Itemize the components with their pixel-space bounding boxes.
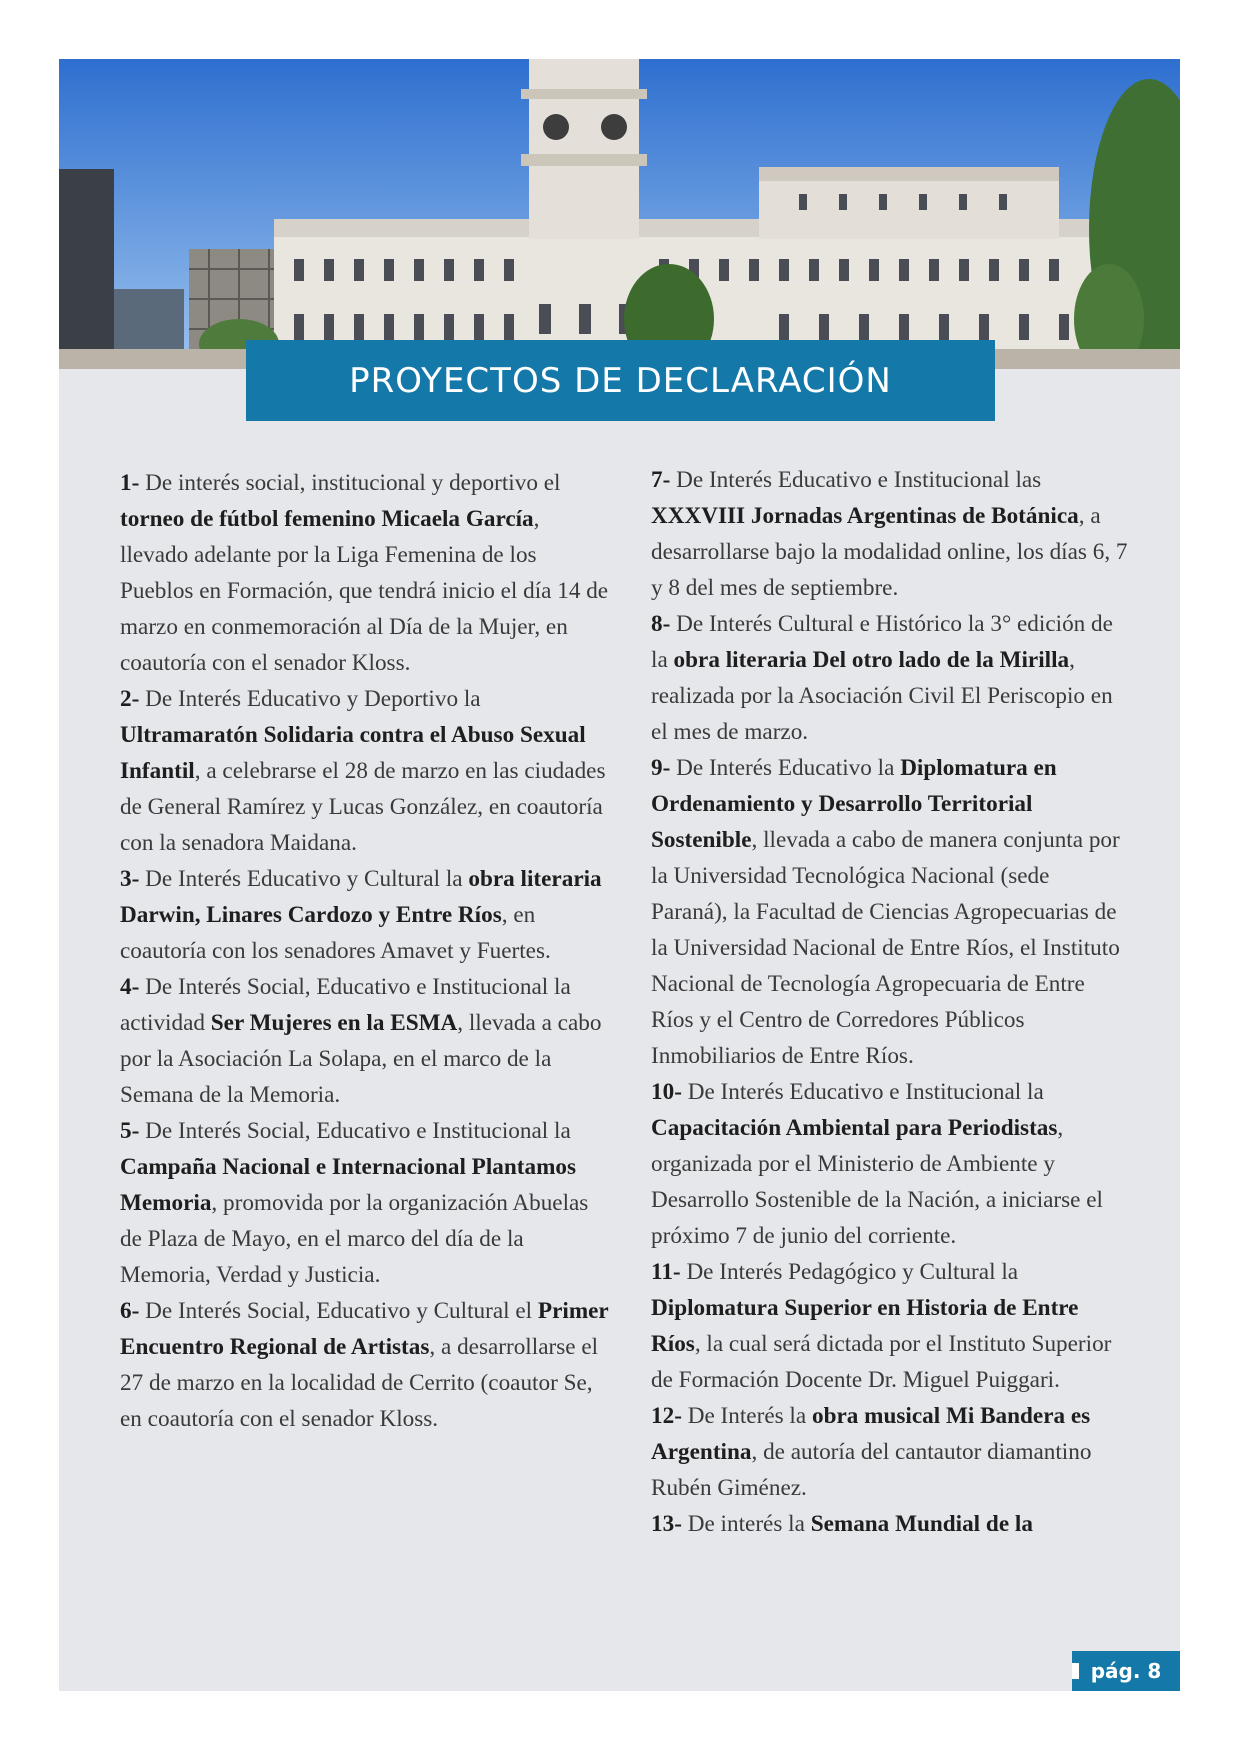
item-text: , de autoría del cantautor diamantino Rubén Giménez.	[651, 1439, 1092, 1501]
item-text: De interés la	[681, 1511, 811, 1537]
item-text: De Interés Educativo y Deportivo la	[139, 686, 481, 712]
item-number: 12-	[651, 1403, 682, 1429]
item-highlight: Semana Mundial de la	[810, 1511, 1033, 1537]
item-text: , a desarrollarse el 27 de marzo en la localidad de Cerrito (coautor Se, en coautoría con el senador Kloss.	[120, 1334, 599, 1432]
item-text: , realizada por la Asociación Civil El Periscopio en el mes de marzo.	[651, 647, 1113, 745]
declaration-item	[120, 861, 610, 969]
item-number: 10-	[651, 1079, 682, 1105]
left-column	[120, 465, 610, 1437]
item-highlight: Ultramaratón Solidaria contra el Abuso Sexual Infantil	[120, 722, 586, 784]
declaration-item	[651, 750, 1131, 1074]
item-highlight: Capacitación Ambiental para Periodistas	[651, 1115, 1058, 1141]
item-number: 5-	[120, 1118, 140, 1144]
item-number: 3-	[120, 866, 140, 892]
item-text: De interés social, institucional y deportivo el	[139, 470, 561, 496]
declaration-item	[651, 606, 1131, 750]
declaration-item	[651, 462, 1131, 606]
declaration-item	[120, 681, 610, 861]
item-text: De Interés Pedagógico y Cultural la	[680, 1259, 1019, 1285]
page-number-badge	[1072, 1651, 1180, 1691]
item-text: De Interés la	[681, 1403, 812, 1429]
item-text: De Interés Educativo e Institucional las	[670, 467, 1042, 493]
section-title-text: PROYECTOS DE DECLARACIÓN	[349, 360, 892, 401]
page-number-label: pág. 8	[1090, 1659, 1162, 1683]
item-number: 6-	[120, 1298, 140, 1324]
item-number: 7-	[651, 467, 671, 493]
item-text: De Interés Social, Educativo e Institucional la	[139, 1118, 571, 1144]
item-highlight: Campaña Nacional e Internacional Plantamos Memoria	[120, 1154, 577, 1216]
item-highlight: obra literaria Darwin, Linares Cardozo y Entre Ríos	[120, 866, 602, 928]
item-highlight: Diplomatura Superior en Historia de Entre Ríos	[651, 1295, 1079, 1357]
item-highlight: obra musical Mi Bandera es Argentina	[651, 1403, 1091, 1465]
item-highlight: XXXVIII Jornadas Argentinas de Botánica	[651, 503, 1079, 529]
item-text: , la cual será dictada por el Instituto Superior de Formación Docente Dr. Miguel Puiggari.	[651, 1331, 1112, 1393]
item-number: 4-	[120, 974, 140, 1000]
item-text: De Interés Educativo e Institucional la	[681, 1079, 1044, 1105]
right-column	[651, 462, 1131, 1542]
item-highlight: torneo de fútbol femenino Micaela García	[120, 506, 534, 532]
item-text: , promovida por la organización Abuelas de Plaza de Mayo, en el marco del día de la Memoria, Verdad y Justicia.	[120, 1190, 589, 1288]
item-number: 11-	[651, 1259, 681, 1285]
hero-image	[59, 59, 1180, 369]
item-text: , en coautoría con los senadores Amavet y Fuertes.	[120, 902, 551, 964]
item-text: , a celebrarse el 28 de marzo en las ciudades de General Ramírez y Lucas González, en coautoría con la senadora Maidana.	[120, 758, 606, 856]
declaration-item	[651, 1254, 1131, 1398]
item-highlight: Diplomatura en Ordenamiento y Desarrollo Territorial Sostenible	[651, 755, 1057, 853]
item-number: 2-	[120, 686, 140, 712]
item-highlight: Ser Mujeres en la ESMA	[210, 1010, 458, 1036]
item-highlight: obra literaria Del otro lado de la Mirilla	[673, 647, 1070, 673]
badge-notch	[1072, 1663, 1079, 1679]
item-text: De Interés Social, Educativo e Institucional la actividad	[120, 974, 571, 1036]
item-text: , a desarrollarse bajo la modalidad online, los días 6, 7 y 8 del mes de septiembre.	[651, 503, 1128, 601]
declaration-item	[651, 1506, 1131, 1542]
item-number: 13-	[651, 1511, 682, 1537]
declaration-item	[651, 1074, 1131, 1254]
declaration-item	[120, 969, 610, 1113]
item-highlight: Primer Encuentro Regional de Artistas	[120, 1298, 609, 1360]
item-text: De Interés Cultural e Histórico la 3° edición de la	[651, 611, 1113, 673]
item-text: De Interés Educativo la	[670, 755, 901, 781]
item-text: De Interés Educativo y Cultural la	[139, 866, 469, 892]
declaration-item	[651, 1398, 1131, 1506]
item-text: De Interés Social, Educativo y Cultural el	[139, 1298, 538, 1324]
item-text: , llevado adelante por la Liga Femenina de los Pueblos en Formación, que tendrá inicio el día 14 de marzo en conmemoración al Día de la Mujer, en coautoría con el senador Kloss.	[120, 506, 609, 676]
item-number: 9-	[651, 755, 671, 781]
declaration-item	[120, 465, 610, 681]
declaration-item	[120, 1293, 610, 1437]
item-number: 1-	[120, 470, 140, 496]
item-text: , llevada a cabo por la Asociación La Solapa, en el marco de la Semana de la Memoria.	[120, 1010, 602, 1108]
item-text: , organizada por el Ministerio de Ambiente y Desarrollo Sostenible de la Nación, a iniciarse el próximo 7 de junio del corriente.	[651, 1115, 1103, 1249]
item-text: , llevada a cabo de manera conjunta por la Universidad Tecnológica Nacional (sede Paraná), la Facultad de Ciencias Agropecuarias de la Universidad Nacional de Entre Ríos, el Instituto Nacional de Tecnología Agropecuaria de Entre Ríos y el Centro de Corredores Públicos Inmobiliarios de Entre Ríos.	[651, 827, 1120, 1069]
section-title	[246, 340, 995, 421]
declaration-item	[120, 1113, 610, 1293]
item-number: 8-	[651, 611, 671, 637]
